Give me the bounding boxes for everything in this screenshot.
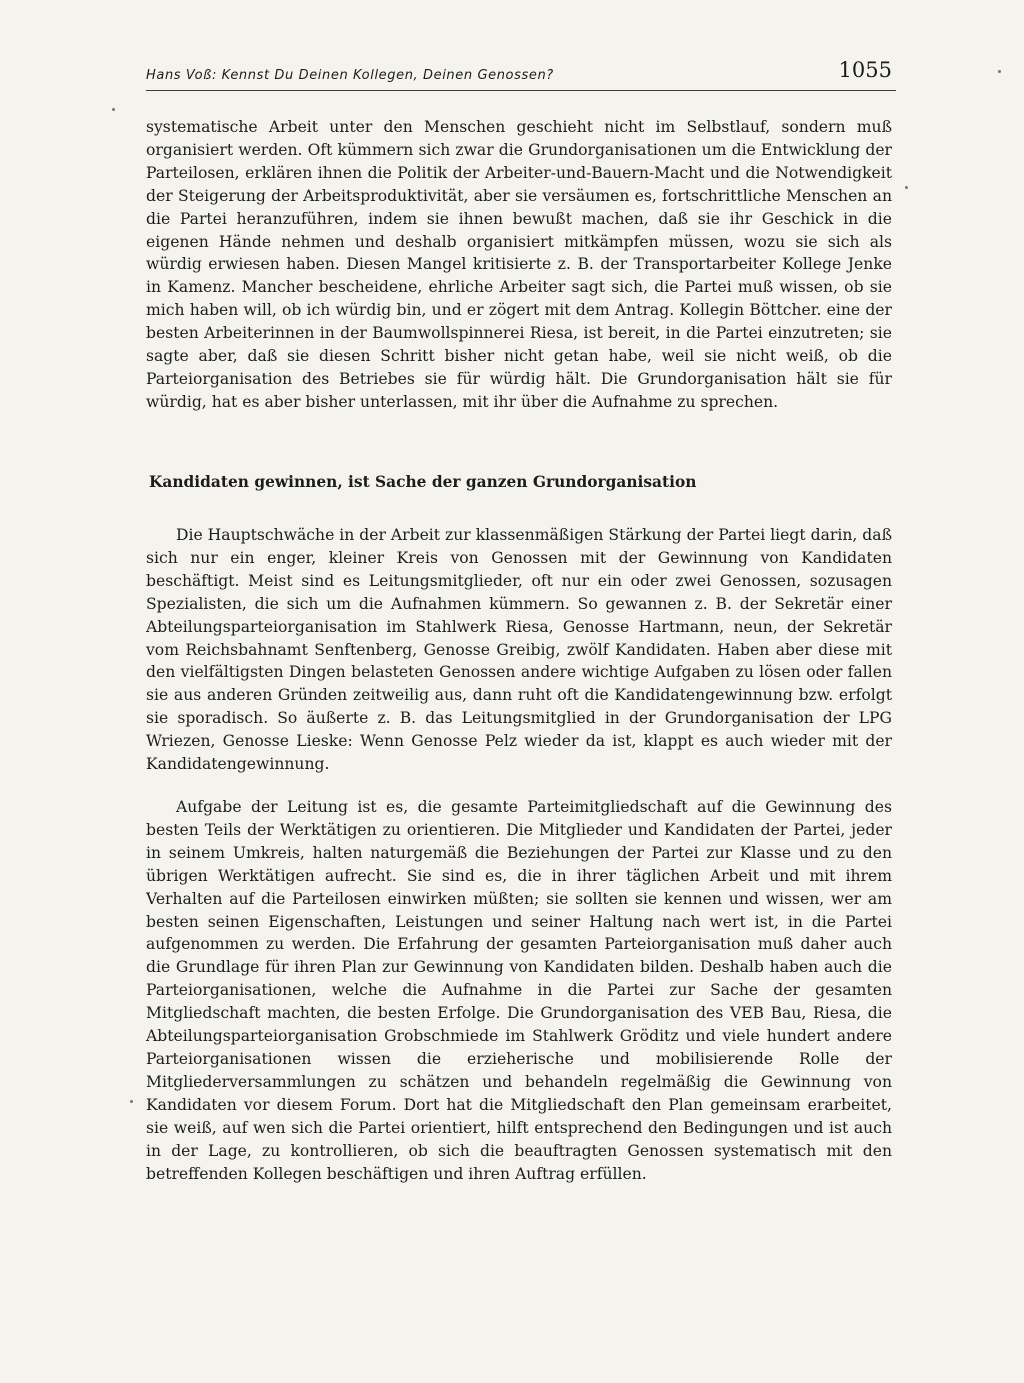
paragraph-1: systematische Arbeit unter den Menschen geschieht nicht im Selbstlauf, sondern muß organisiert werden. Oft kümmern sich zwar die Grundorganisationen um die Entwicklung der Parteilosen, erklären ihnen die Politik der Arbeiter-und-Bauern-Macht und die Notwendigkeit der Steigerung der Arbeitsproduktivität, aber sie versäumen es, fortschrittliche Menschen an die Partei heranzuführen, indem sie ihnen bewußt machen, daß sie ihr Geschick in die eigenen Hände nehmen und deshalb organisiert mitkämpfen müssen, wozu sie sich als würdig erwiesen haben. Diesen Mangel kritisierte z. B. der Transportarbeiter Kollege Jenke in Kamenz. Mancher bescheidene, ehrliche Arbeiter sagt sich, die Partei muß wissen, ob sie mich haben will, ob ich würdig bin, und er zögert mit dem Antrag. Kollegin Böttcher. eine der besten Arbeiterinnen in der Baumwollspinnerei Riesa, ist bereit, in die Partei einzutreten; sie sagte aber, daß sie diesen Schritt bisher nicht getan habe, weil sie nicht weiß, ob die Parteiorganisation des Betriebes sie für würdig hält. Die Grundorganisation hält sie für würdig, hat es aber bisher unterlassen, mit ihr über die Aufnahme zu sprechen. xyxy=(146,118,892,411)
scan-speck xyxy=(998,70,1001,73)
paragraph-2: Die Hauptschwäche in der Arbeit zur klassenmäßigen Stärkung der Partei liegt darin, daß sich nur ein enger, kleiner Kreis von Genossen mit der Gewinnung von Kandidaten beschäftigt. Meist sind es Leitungsmitglieder, oft nur ein oder zwei Genossen, sozusagen Spezialisten, die sich um die Aufnahmen kümmern. So gewannen z. B. der Sekretär einer Abteilungsparteiorganisation im Stahlwerk Riesa, Genosse Hartmann, neun, der Sekretär vom Reichsbahnamt Senftenberg, Genosse Greibig, zwölf Kandidaten. Haben aber diese mit den vielfältigsten Dingen belasteten Genossen andere wichtige Aufgaben zu lösen oder fallen sie aus anderen Gründen zeitweilig aus, dann ruht oft die Kandidatengewinnung bzw. erfolgt sie sporadisch. So äußerte z. B. das Leitungsmitglied in der Grundorganisation der LPG Wriezen, Genosse Lieske: Wenn Genosse Pelz wieder da ist, klappt es auch wieder mit der Kandidatengewinnung. xyxy=(146,526,892,774)
running-title: Hans Voß: Kennst Du Deinen Kollegen, Deinen Genossen? xyxy=(146,68,554,83)
page-number: 1055 xyxy=(838,58,892,82)
paragraph-3: Aufgabe der Leitung ist es, die gesamte Parteimitgliedschaft auf die Gewinnung des besten Teils der Werktätigen zu orientieren. Die Mitglieder und Kandidaten der Partei, jeder in seinem Umkreis, halten naturgemäß die Beziehungen der Partei zur Klasse und zu den übrigen Werktätigen aufrecht. Sie sind es, die in ihrer täglichen Arbeit und mit ihrem Verhalten auf die Parteilosen einwirken müßten; sie sollten sie kennen und wissen, wer am besten seinen Eigenschaften, Leistungen und seiner Haltung nach wert ist, in die Partei aufgenommen zu werden. Die Erfahrung der gesamten Parteiorganisation muß daher auch die Grundlage für ihren Plan zur Gewinnung von Kandidaten bilden. Deshalb haben auch die Parteiorganisationen, welche die Aufnahme in die Partei zur Sache der gesamten Mitgliedschaft machten, die besten Erfolge. Die Grundorganisation des VEB Bau, Riesa, die Abteilungsparteiorganisation Grobschmiede im Stahlwerk Gröditz und viele hundert andere Parteiorganisationen wissen die erzieherische und mobilisierende Rolle der Mitgliederversammlungen zu schätzen und behandeln regelmäßig die Gewinnung von Kandidaten vor diesem Forum. Dort hat die Mitgliedschaft den Plan gemeinsam erarbeitet, sie weiß, auf wen sich die Partei orientiert, hilft entsprechend den Bedingungen und ist auch in der Lage, zu kontrollieren, ob sich die beauftragten Genossen systematisch mit den betreffenden Kollegen beschäftigen und ihren Auftrag erfüllen. xyxy=(146,798,892,1183)
scan-speck xyxy=(905,186,908,189)
scan-speck xyxy=(130,1100,133,1103)
running-header xyxy=(146,58,896,91)
body-text-section-1 xyxy=(146,524,892,776)
body-text-continued xyxy=(146,116,892,414)
scan-speck xyxy=(112,108,115,111)
section-heading: Kandidaten gewinnen, ist Sache der ganzen Grundorganisation xyxy=(149,473,697,491)
body-text-section-2 xyxy=(146,796,892,1185)
